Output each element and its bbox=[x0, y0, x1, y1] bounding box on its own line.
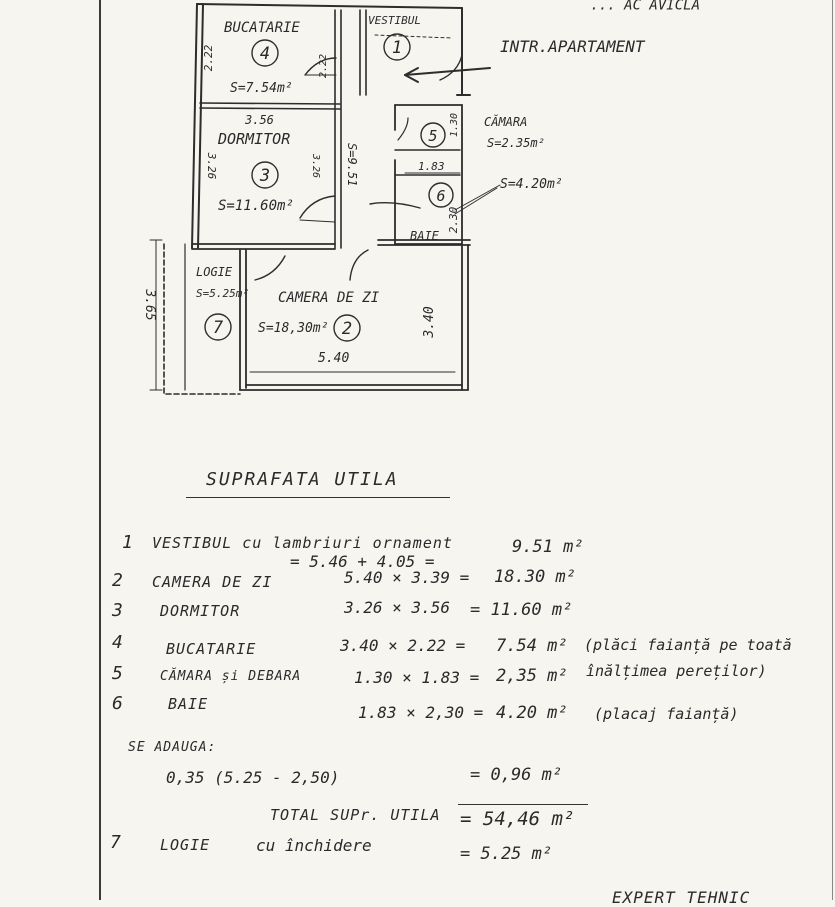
room-4-area: S=7.54m² bbox=[230, 81, 293, 96]
row-7-note: cu închidere bbox=[256, 836, 372, 855]
se-adauga-label: SE ADAUGA: bbox=[128, 740, 217, 755]
dim-183: 1.83 bbox=[418, 160, 445, 173]
row-7-name: LOGIE bbox=[160, 836, 211, 854]
row-5-calc: 1.30 × 1.83 = bbox=[354, 668, 480, 687]
row-6-note: (placaj faianță) bbox=[594, 705, 739, 723]
se-adauga-calc: 0,35 (5.25 - 2,50) bbox=[166, 768, 340, 787]
room-7-name: LOGIE bbox=[196, 265, 233, 279]
footer-expert: EXPERT TEHNIC bbox=[612, 888, 751, 907]
row-3-calc: 3.26 × 3.56 bbox=[344, 598, 450, 617]
row-6-number: 6 bbox=[112, 693, 123, 714]
room-3-number: 3 bbox=[259, 166, 271, 186]
room-3-name: DORMITOR bbox=[218, 130, 291, 148]
row-4-result: 7.54 m² bbox=[496, 636, 568, 656]
row-3-number: 3 bbox=[112, 600, 123, 621]
summary-heading-underline bbox=[186, 497, 450, 498]
row-4-number: 4 bbox=[112, 632, 123, 653]
row-1-calc: = 5.46 + 4.05 = bbox=[290, 552, 435, 571]
row-5-result: 2,35 m² bbox=[496, 666, 568, 686]
room-7-number: 7 bbox=[212, 318, 224, 338]
dim-326: 3.26 bbox=[205, 152, 218, 180]
row-1-name: VESTIBUL cu lambriuri ornament bbox=[152, 534, 453, 552]
dim-326b: 3.26 bbox=[310, 153, 321, 179]
dim-365: 3.65 bbox=[142, 289, 157, 321]
summary-heading: SUPRAFATA UTILA bbox=[206, 469, 399, 490]
room-2-name: CAMERA DE ZI bbox=[278, 290, 380, 306]
room-2-area: S=18,30m² bbox=[258, 321, 329, 336]
row-2-result: 18.30 m² bbox=[494, 567, 576, 587]
room-3-area: S=11.60m² bbox=[218, 198, 294, 214]
row-4-calc: 3.40 × 2.22 = bbox=[340, 636, 466, 655]
entrance-label: INTR.APARTAMENT bbox=[500, 37, 645, 56]
row-5-number: 5 bbox=[112, 663, 123, 684]
row-3-name: DORMITOR bbox=[160, 602, 241, 620]
room-1-area: S=9.51 bbox=[345, 143, 359, 187]
room-4-number: 4 bbox=[259, 44, 271, 64]
row-4-name: BUCATARIE bbox=[166, 640, 257, 658]
room-7-area: S=5.25m² bbox=[196, 287, 249, 300]
room-2-number: 2 bbox=[341, 319, 353, 339]
total-overline bbox=[458, 804, 588, 805]
room-6-name: BAIE bbox=[410, 229, 439, 243]
dim-222: 2.22 bbox=[202, 44, 215, 72]
row-1-number: 1 bbox=[122, 532, 133, 553]
room-6-number: 6 bbox=[436, 187, 446, 205]
dim-356: 3.56 bbox=[245, 113, 274, 127]
room-6-area: S=4.20m² bbox=[500, 177, 563, 192]
total-value: = 54,46 m² bbox=[460, 808, 575, 830]
row-1-result: 9.51 m² bbox=[512, 537, 584, 557]
row-7-number: 7 bbox=[110, 832, 121, 853]
row-6-result: 4.20 m² bbox=[496, 703, 568, 723]
row-6-calc: 1.83 × 2,30 = bbox=[358, 703, 484, 722]
row-2-number: 2 bbox=[112, 570, 123, 591]
header-partial: ... AC AVICLA bbox=[590, 0, 700, 14]
dim-222b: 2.22 bbox=[318, 53, 329, 79]
row-6-name: BAIE bbox=[168, 695, 209, 713]
room-5-area: S=2.35m² bbox=[487, 136, 545, 150]
row-2-calc: 5.40 × 3.39 = bbox=[344, 568, 470, 587]
floor-plan bbox=[0, 0, 835, 420]
row-5-name: CĂMARA și DEBARA bbox=[160, 669, 302, 684]
room-4-name: BUCATARIE bbox=[224, 20, 300, 36]
dim-340: 3.40 bbox=[422, 306, 437, 338]
room-1-name: VESTIBUL bbox=[368, 14, 421, 27]
row-7-value: = 5.25 m² bbox=[460, 844, 553, 864]
dim-540: 5.40 bbox=[318, 351, 350, 366]
se-adauga-result: = 0,96 m² bbox=[470, 765, 563, 785]
room-5-name: CĂMARA bbox=[484, 115, 528, 129]
row-3-result: = 11.60 m² bbox=[470, 600, 573, 620]
row-2-name: CAMERA DE ZI bbox=[152, 573, 273, 591]
dim-130: 1.30 bbox=[449, 112, 460, 138]
row-4-note: (plăci faianță pe toată bbox=[584, 636, 792, 654]
total-label: TOTAL SUPr. UTILA bbox=[270, 806, 441, 824]
row-5-note: înălțimea pereților) bbox=[586, 662, 767, 680]
room-5-number: 5 bbox=[428, 127, 438, 145]
dim-230: 2.30 bbox=[447, 206, 460, 234]
room-1-number: 1 bbox=[391, 38, 403, 58]
